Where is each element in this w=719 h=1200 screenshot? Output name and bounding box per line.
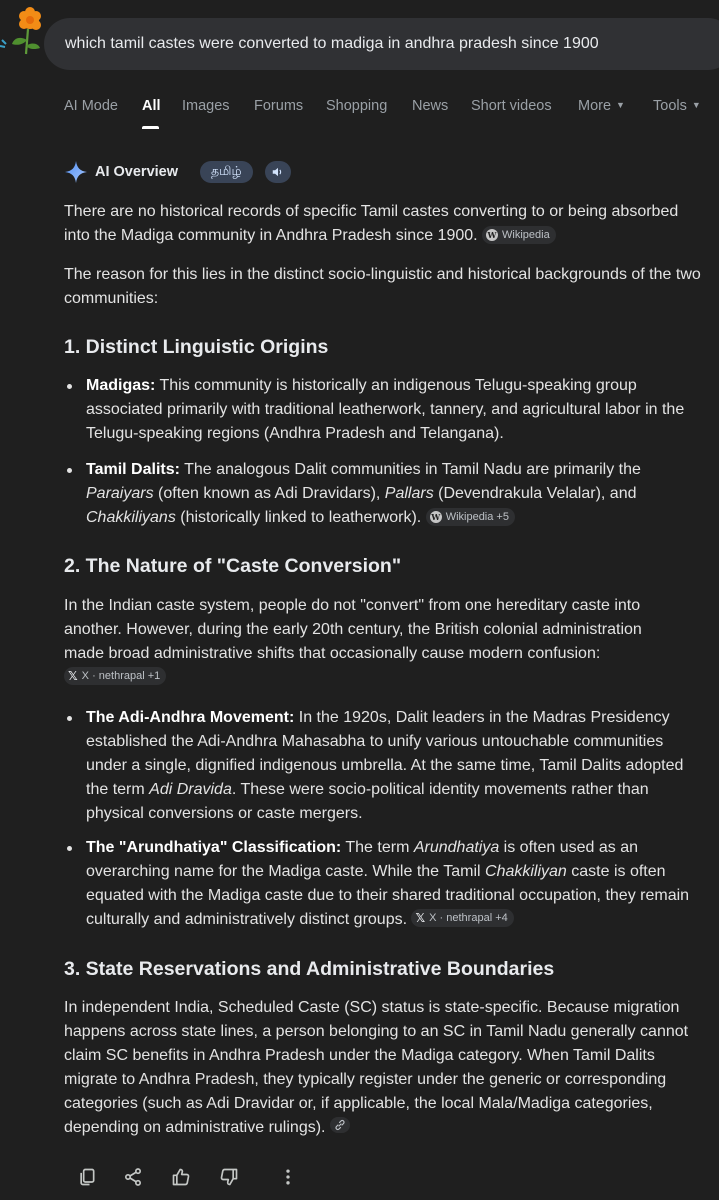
section-paragraph (64, 594, 664, 690)
term: Chakkiliyan (485, 863, 567, 880)
bullet-label: The Adi-Andhra Movement: (86, 709, 295, 726)
more-vert-icon (278, 1167, 298, 1187)
language-chip[interactable]: தமிழ் (200, 161, 253, 183)
source-label: X · nethrapal +4 (429, 912, 508, 924)
ai-overview-title: AI Overview (95, 164, 179, 180)
share-button[interactable] (118, 1162, 148, 1192)
thumbs-down-icon (219, 1167, 239, 1187)
overview-intro (64, 200, 704, 248)
listen-button[interactable] (265, 161, 291, 183)
search-tabs (0, 92, 719, 124)
x-icon: 𝕏 (415, 911, 426, 925)
source-chip[interactable] (411, 909, 513, 927)
search-query: which tamil castes were converted to madiga in andhra pradesh since 1900 (65, 35, 599, 52)
term: Adi Dravida (149, 781, 232, 798)
bullet-text: In the 1920s, Dalit leaders in the Madras Presidency established the Adi-Andhra Mahasabha to unify various untouchable communities under a single, dignified indigenous umbrella. At the same time, Tamil Dalits adopted the term (86, 709, 684, 798)
source-label: X · nethrapal +1 (81, 670, 161, 682)
caret-down-icon: ▼ (616, 100, 625, 110)
tab-short-videos[interactable]: Short videos (471, 98, 552, 114)
search-input[interactable] (44, 18, 719, 70)
list-item (64, 374, 704, 446)
list-item (64, 836, 704, 932)
source-chip[interactable] (426, 508, 515, 526)
bullet-text: (Devendrakula Velalar), and (433, 485, 637, 502)
active-tab-indicator (142, 126, 159, 129)
list-item (64, 458, 704, 530)
bullet-label: The "Arundhatiya" Classification: (86, 839, 342, 856)
tab-images[interactable]: Images (182, 98, 230, 114)
tab-tools-label: Tools (653, 98, 687, 114)
thumbs-up-icon (171, 1167, 191, 1187)
bullet-text: caste is often equated with the Madiga caste due to their shared traditional occupation, they remain culturally and administratively distinct groups. (86, 863, 690, 928)
bullet-label: Madigas: (86, 377, 156, 394)
bullet-text: The analogous Dalit communities in Tamil Nadu are primarily the (179, 461, 641, 478)
section-heading: 3. State Reservations and Administrative Boundaries (64, 958, 555, 980)
bullet-text: The term (341, 839, 414, 856)
thumbs-up-button[interactable] (166, 1162, 196, 1192)
ai-sparkle-icon (64, 160, 88, 184)
top-bar (0, 0, 719, 88)
tab-forums[interactable]: Forums (254, 98, 304, 114)
section-heading: 2. The Nature of "Caste Conversion" (64, 555, 402, 577)
thumbs-down-button[interactable] (214, 1162, 244, 1192)
bullet-text: . These were socio-political identity movements rather than physical conversions or caste mergers. (86, 781, 649, 822)
bullet-text: This community is historically an indigenous Telugu-speaking group associated primarily with traditional leatherwork, tannery, and agricultural labor in the Telugu-speaking regions (Andhra Pradesh and Telangana). (86, 377, 685, 442)
tab-news[interactable]: News (412, 98, 449, 114)
tab-tools[interactable] (653, 98, 701, 114)
wikipedia-icon: W (487, 230, 497, 240)
source-label: Wikipedia +5 (445, 511, 509, 523)
tab-more[interactable] (578, 98, 625, 114)
source-label: Wikipedia (502, 229, 550, 241)
link-button[interactable] (330, 1117, 350, 1133)
speaker-icon (271, 165, 285, 179)
tab-shopping[interactable]: Shopping (326, 98, 388, 114)
caste-name: Chakkiliyans (86, 509, 176, 526)
bullet-text: (historically linked to leatherwork). (175, 509, 422, 526)
bullet-text: is often used as an overarching name for the Madiga caste. While the Tamil (86, 839, 638, 880)
x-icon: 𝕏 (68, 669, 78, 683)
section-paragraph (64, 996, 704, 1140)
list-item (64, 706, 704, 826)
caste-name: Paraiyars (86, 485, 154, 502)
bullet-text: (often known as Adi Dravidars), (153, 485, 385, 502)
caret-down-icon: ▼ (691, 100, 701, 110)
bullet-label: Tamil Dalits: (86, 461, 180, 478)
marigold-logo-icon[interactable] (0, 6, 46, 58)
more-options-button[interactable] (273, 1162, 303, 1192)
copy-button[interactable] (72, 1162, 102, 1192)
term: Arundhatiya (413, 839, 500, 856)
wikipedia-icon: W (431, 512, 441, 522)
copy-icon (77, 1167, 97, 1187)
tab-all[interactable]: All (142, 98, 161, 114)
tab-more-label: More (578, 98, 612, 114)
intro-text: There are no historical records of specific Tamil castes converting to or being absorbed into the Madiga community in Andhra Pradesh since 1900. (64, 203, 679, 244)
section-heading: 1. Distinct Linguistic Origins (64, 336, 329, 358)
caste-name: Pallars (384, 485, 434, 502)
link-icon (334, 1119, 346, 1131)
source-chip[interactable] (64, 667, 166, 685)
paragraph-text: In the Indian caste system, people do not "convert" from one hereditary caste into another. However, during the early 20th century, the British colonial administration made broad administrative shifts that occasionally cause modern confusion: (64, 597, 642, 662)
paragraph-text: In independent India, Scheduled Caste (SC) status is state-specific. Because migration happens across state lines, a person belonging to an SC in Tamil Nadu generally cannot claim SC benefits in Andhra Pradesh under the Madiga category. When Tamil Dalits migrate to Andhra Pradesh, they typically register under the generic or corresponding categories (such as Adi Dravidar or, if applicable, the local Mala/Madiga categories, depending on administrative rulings). (64, 999, 689, 1136)
overview-reason: The reason for this lies in the distinct socio-linguistic and historical backgrounds of the two communities: (64, 266, 701, 307)
share-icon (123, 1167, 143, 1187)
ai-overview-header (64, 158, 291, 186)
source-chip[interactable] (482, 226, 556, 244)
tab-ai-mode[interactable]: AI Mode (64, 98, 118, 114)
